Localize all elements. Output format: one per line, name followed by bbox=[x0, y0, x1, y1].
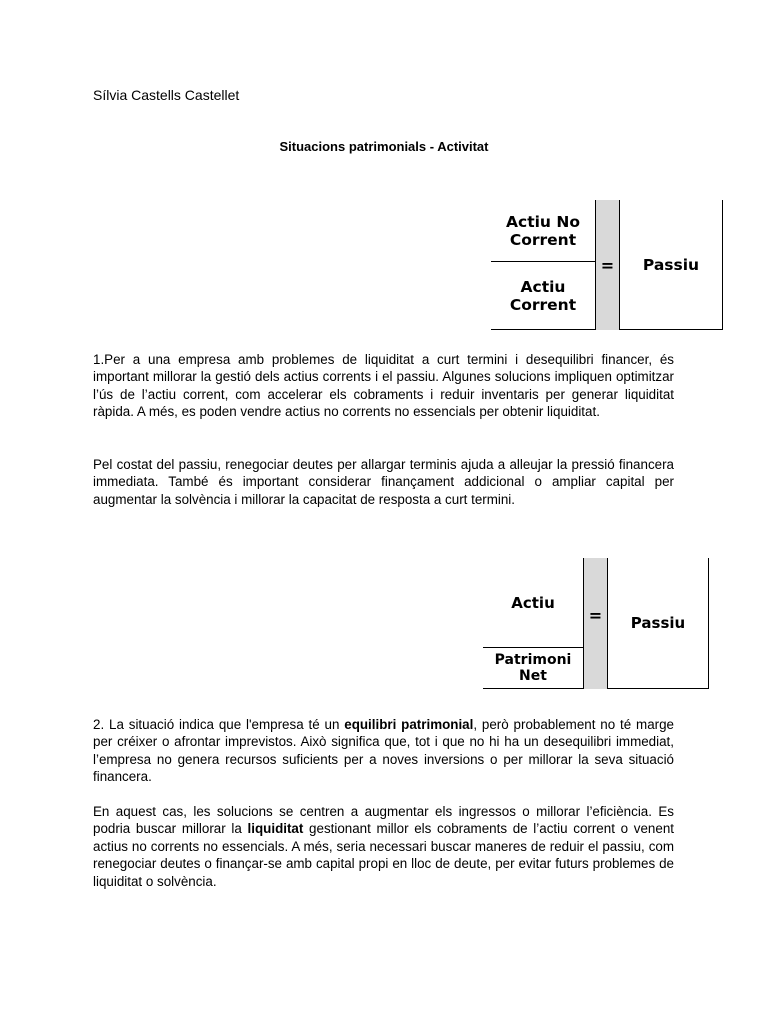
equals-column bbox=[596, 200, 619, 330]
equals-column bbox=[584, 558, 607, 689]
section2-p2-bold: liquiditat bbox=[247, 821, 304, 837]
passiu-label: Passiu bbox=[642, 255, 700, 274]
document-title: Situacions patrimonials - Activitat bbox=[279, 139, 489, 154]
section2-p2-text: En aquest cas, les solucions se centren a augmentar els ingressos o millorar l’eficiència. Es podria buscar millorar la bbox=[93, 804, 674, 837]
actiu-corrent-label: Actiu Corrent bbox=[509, 277, 577, 314]
actiu-cell bbox=[483, 558, 584, 648]
author-name: Sílvia Castells Castellet bbox=[93, 87, 240, 103]
passiu-cell bbox=[607, 558, 709, 689]
equals-sign: = bbox=[600, 255, 615, 275]
actiu-corrent-cell bbox=[491, 262, 596, 330]
actiu-label: Actiu bbox=[511, 593, 555, 612]
passiu-label: Passiu bbox=[630, 614, 686, 632]
actiu-no-corrent-label: Actiu No Corrent bbox=[506, 212, 580, 249]
section2-p1-bold: equilibri patrimonial bbox=[344, 717, 474, 732]
patrimoni-net-cell bbox=[483, 648, 584, 689]
patrimoni-net-label: Patrimoni Net bbox=[494, 652, 572, 684]
section2-p1-text-end: , però probablement no té marge per créixer o afrontar imprevistos. Això significa que, tot i que no hi ha un desequilibri immediat, l’empresa no genera recursos suficients per a noves inversions o per millorar la seva situació financera. bbox=[93, 717, 674, 785]
balance-diagram-1 bbox=[491, 200, 723, 330]
section2-p1-text: 2. La situació indica que l'empresa té un bbox=[93, 717, 345, 732]
balance-diagram-2 bbox=[483, 558, 709, 689]
section1-paragraph2: Pel costat del passiu, renegociar deutes per allargar terminis ajuda a alleujar la pressió financera immediata. També és important considerar finançament addicional o ampliar capital per augmentar la solvència i millorar la capacitat de resposta a curt termini. bbox=[93, 457, 674, 507]
passiu-cell bbox=[619, 200, 723, 330]
section2-paragraph2 bbox=[93, 803, 674, 890]
section1-paragraph1: 1.Per a una empresa amb problemes de liquiditat a curt termini i desequilibri financer, és important millorar la gestió dels actius corrents i el passiu. Algunes solucions impliquen optimitzar l’ús de l’actiu corrent, com accelerar els cobraments i reduir inventaris per generar liquiditat ràpida. A més, es poden vendre actius no corrents no essencials per obtenir liquiditat. bbox=[93, 352, 674, 420]
section2-paragraph1 bbox=[93, 716, 674, 786]
actiu-no-corrent-cell bbox=[491, 200, 596, 262]
equals-sign: = bbox=[588, 606, 603, 625]
section2-p2-text-end: gestionant millor els cobraments de l’actiu corrent o venent actius no corrents no essencials. A més, seria necessari buscar maneres de reduir el passiu, com renegociar deutes o finançar-se amb capital propi en lloc de deute, per evitar futurs problemes de liquiditat o solvència. bbox=[93, 821, 674, 889]
